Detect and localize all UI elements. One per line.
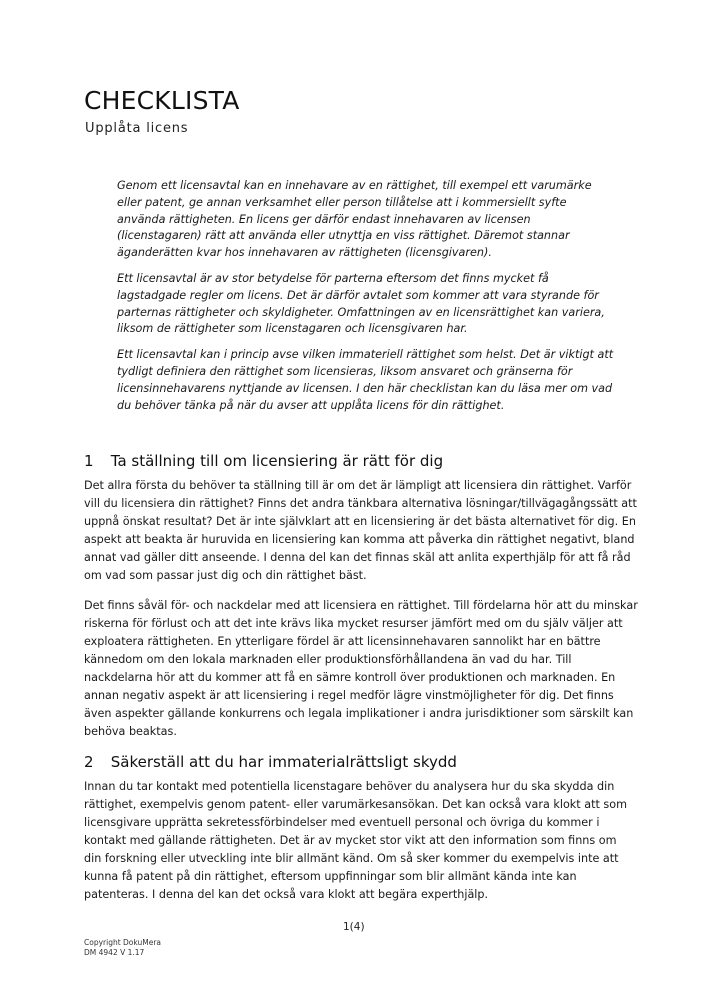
text-line: äganderätten kvar hos innehavaren av rättigheten (licensgivaren).: [117, 246, 492, 260]
text-line: använda rättigheten. En licens ger därför endast innehavaren av licensen: [117, 212, 531, 226]
text-line: Ett licensavtal kan i princip avse vilken immateriell rättighet som helst. Det är viktigt att: [117, 348, 614, 362]
section-body-1: [84, 477, 644, 753]
text-line: kontakt med gällande rättigheten. Det är av mycket stor vikt att den information som finns om: [84, 834, 617, 847]
document-id: DM 4942 V 1.17: [84, 948, 145, 957]
text-line: aspekt att beakta är huruvida en licensiering kan komma att påverka din rättighet negativt, bland: [84, 533, 635, 546]
text-line: nackdelarna hör att du kommer att få en sämre kontroll över produktionen och marknaden. En: [84, 671, 616, 684]
text-line: annan negativ aspekt är att licensiering i regel medför lägre vinstmöjligheter för dig. Det finns: [84, 689, 614, 702]
body-paragraph: [84, 597, 644, 741]
intro-paragraph: [117, 271, 637, 338]
text-line: din forskning eller utveckling inte blir allmänt känd. Om så sker kommer du exempelvis inte att: [84, 852, 619, 865]
footer: [84, 938, 161, 958]
section-title: Ta ställning till om licensiering är rätt för dig: [110, 452, 444, 470]
body-paragraph: [84, 477, 644, 585]
text-line: licensinnehavarens nyttjande av licensen. I den här checklistan kan du läsa mer om vad: [117, 381, 613, 395]
section-heading-2: [84, 753, 457, 771]
section-number: 1: [84, 452, 94, 470]
text-line: tydligt definiera den rättighet som licensieras, liksom ansvaret och gränserna för: [117, 364, 573, 378]
text-line: annat vad gäller ditt anseende. I denna del kan det finnas skäl att anlita experthjälp för att få råd: [84, 551, 631, 564]
text-line: exploatera rättigheten. En ytterligare fördel är att licensinnehavaren sannolikt har en bättre: [84, 635, 601, 648]
text-line: lagstadgade regler om licens. Det är därför avtalet som kommer att vara styrande för: [117, 288, 599, 302]
section-title: Säkerställ att du har immaterialrättsligt skydd: [110, 753, 457, 771]
text-line: om vad som passar just dig och din rättighet bäst.: [84, 569, 367, 582]
text-line: Genom ett licensavtal kan en innehavare av en rättighet, till exempel ett varumärke: [117, 179, 592, 192]
text-line: även aspekter gällande konkurrens och legala implikationer i andra jurisdiktioner som särskilt kan: [84, 707, 634, 720]
text-line: Det finns såväl för- och nackdelar med att licensiera en rättighet. Till fördelarna hör att du minskar: [84, 599, 638, 612]
text-line: patenteras. I denna del kan det också vara klokt att begära experthjälp.: [84, 888, 489, 901]
text-line: licensgivare upprätta sekretessförbindelser med eventuell personal och övriga du kommer i: [84, 816, 600, 829]
text-line: (licenstagaren) rätt att använda eller utnyttja en viss rättighet. Däremot stannar: [117, 229, 570, 243]
document-subtitle: Upplåta licens: [85, 121, 189, 136]
section-number: 2: [84, 753, 94, 771]
text-line: riskerna för förlust och att det inte krävs lika mycket resurser jämfört med om du själv väljer att: [84, 617, 623, 630]
text-line: behöva beaktas.: [84, 725, 177, 738]
text-line: Innan du tar kontakt med potentiella licenstagare behöver du analysera hur du ska skydda din: [84, 780, 615, 793]
text-line: du behöver tänka på när du avser att upplåta licens för din rättighet.: [117, 398, 505, 412]
intro-block: [117, 178, 637, 423]
intro-paragraph: [117, 347, 637, 414]
text-line: uppnå önskat resultat? Det är inte självklart att en licensiering är det bästa alternativet för dig. En: [84, 515, 636, 528]
text-line: parternas rättigheter och skyldigheter. Omfattningen av en licensrättighet kan variera,: [117, 305, 605, 319]
text-line: liksom de rättigheter som licenstagaren och licensgivaren har.: [117, 322, 468, 336]
copyright-text: Copyright DokuMera: [84, 938, 162, 947]
text-line: Ett licensavtal är av stor betydelse för parterna eftersom det finns mycket få: [117, 271, 549, 285]
text-line: vill du licensiera din rättighet? Finns det andra tänkbara alternativa lösningar/tillvägagångssätt att: [84, 497, 637, 510]
text-line: Det allra första du behöver ta ställning till är om det är lämpligt att licensiera din rättighet. Varför: [84, 479, 632, 492]
text-line: kännedom om den lokala marknaden eller produktionsförhållandena än vad du har. Till: [84, 653, 572, 666]
section-heading-1: [84, 452, 443, 470]
body-paragraph: [84, 778, 644, 904]
intro-paragraph: [117, 178, 637, 262]
text-line: rättighet, exempelvis genom patent- eller varumärkesansökan. Det kan också vara klokt att som: [84, 798, 627, 811]
section-body-2: [84, 778, 644, 916]
document-title: CHECKLISTA: [84, 86, 240, 115]
text-line: eller patent, ge annan verksamhet eller person tillåtelse att i kommersiellt syfte: [117, 195, 567, 209]
text-line: kunna få patent på din rättighet, eftersom uppfinningar som blir allmänt kända inte kan: [84, 870, 577, 883]
page-number: 1(4): [343, 921, 365, 933]
